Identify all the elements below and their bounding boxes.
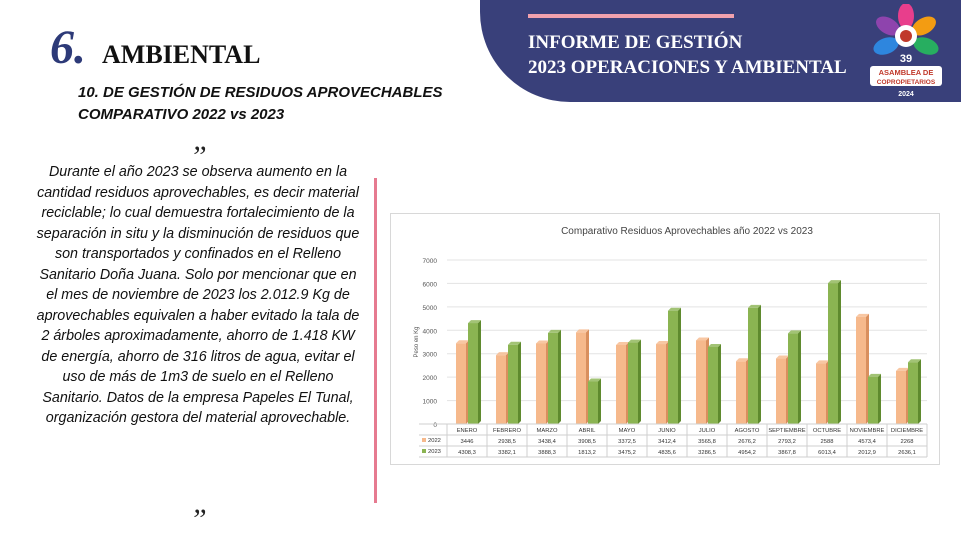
bar-2022 [496,355,506,424]
y-tick-label: 2000 [422,375,437,383]
report-title-line1: INFORME DE GESTIÓN [528,32,743,53]
bar-side-2023 [838,280,841,424]
logo-line1: ASAMBLEA DE [878,68,934,77]
data-label-2023: 4954,2 [738,450,756,456]
data-label-2023: 2012,9 [858,450,876,456]
bar-2023 [908,362,918,424]
report-title [528,30,847,80]
bar-2023 [828,283,838,424]
y-tick-label: 6000 [422,281,437,289]
logo-year: 2024 [898,91,914,98]
logo-line2: COPROPIETARIOS [876,79,936,86]
data-label-2022: 3412,4 [658,439,676,445]
data-label-2023: 4835,6 [658,450,676,456]
data-label-2022: 4573,4 [858,439,876,445]
chart-svg [391,214,939,464]
bar-2022 [816,363,826,424]
bar-side-2023 [758,305,761,424]
report-title-line2: 2023 OPERACIONES Y AMBIENTAL [528,57,847,78]
legend-label-2022: 2022 [428,438,441,444]
bar-2022 [776,359,786,424]
x-category-label: MAYO [618,428,636,434]
x-category-label: JUNIO [658,428,676,434]
legend-swatch-2023 [422,449,426,453]
section-number: 6. [50,21,86,74]
bar-2022 [656,344,666,424]
x-category-label: ABRIL [578,428,596,434]
x-category-label: JULIO [698,428,716,434]
data-label-2022: 3565,8 [698,439,716,445]
quote-close-mark: ” [190,503,207,536]
bar-2022 [576,332,586,424]
x-category-label: ENERO [456,428,478,434]
y-tick-label: 7000 [422,258,437,265]
bar-2022 [896,371,906,424]
data-label-2023: 3286,5 [698,450,716,456]
y-tick-label: 3000 [422,351,437,359]
bar-side-2023 [598,379,601,424]
section-subtitle [78,82,443,126]
data-label-2022: 3372,5 [618,439,636,445]
bar-side-2023 [558,330,561,424]
section-title: AMBIENTAL [102,40,261,69]
bar-side-2023 [878,374,881,424]
data-label-2023: 4308,3 [458,450,476,456]
data-label-2022: 2268 [900,439,914,445]
y-axis-label: Peso en Kg [414,326,420,358]
data-label-2023: 6013,4 [818,450,836,456]
waste-comparison-chart [390,213,940,465]
y-tick-label: 0 [433,422,437,429]
bar-2022 [536,343,546,424]
bar-2023 [668,311,678,424]
bar-side-2023 [798,330,801,424]
data-label-2022: 2793,2 [778,439,796,445]
x-category-label: MARZO [536,428,558,434]
legend-label-2023: 2023 [428,449,441,455]
y-tick-label: 5000 [422,304,437,312]
bar-2023 [588,382,598,424]
x-category-label: AGOSTO [734,428,760,434]
bar-2023 [748,308,758,424]
quote-open-mark: ” [190,140,207,173]
data-label-2023: 3888,3 [538,450,556,456]
bar-2022 [616,345,626,424]
data-label-2023: 3475,2 [618,450,636,456]
subtitle-line1: 10. DE GESTIÓN DE RESIDUOS APROVECHABLES [78,84,443,101]
bar-2022 [696,340,706,424]
quote-text: Durante el año 2023 se observa aumento en la cantidad residuos aprovechables, es decir material reciclable; lo cual demuestra fortalecimiento de la separación in situ y la disminución de residuos que son transportados y confinados en el Relleno Sanitario Doña Juana. Solo por mencionar que en el mes de noviembre de 2023 los 2.012.9 Kg de aprovechables equivalen a haber evitado la tala de 2 árboles aproximadamente, ahorro de 1.418 KW de energía, ahorro de 316 litros de agua, evitar el uso de más de 1m3 de suelo en el Relleno Sanitario. Datos de la empresa Papeles El Tunal, organización gestora del material aprovechable. [36,164,360,426]
data-label-2023: 3867,8 [778,450,796,456]
bar-2023 [708,347,718,424]
data-label-2023: 1813,2 [578,450,596,456]
bar-2023 [628,343,638,424]
bar-2023 [868,377,878,424]
bar-side-2023 [478,320,481,424]
vertical-divider [374,178,377,503]
bar-side-2023 [518,342,521,424]
chart-title: Comparativo Residuos Aprovechables año 2022 vs 2023 [561,226,813,237]
bar-side-2023 [638,340,641,424]
logo-number: 39 [899,53,913,65]
data-label-2022: 2588 [820,439,834,445]
bar-side-2023 [918,359,921,424]
bar-2023 [468,323,478,424]
bar-side-2023 [718,344,721,424]
assembly-logo [866,4,946,100]
x-category-label: DICIEMBRE [890,428,924,434]
data-label-2022: 2676,2 [738,439,756,445]
x-category-label: NOVIEMBRE [849,428,885,434]
x-category-label: OCTUBRE [812,428,842,434]
bar-side-2023 [678,308,681,424]
data-label-2023: 2636,1 [898,450,916,456]
data-label-2022: 3446 [460,439,474,445]
data-label-2022: 3908,5 [578,439,596,445]
bar-2023 [788,333,798,424]
y-tick-label: 4000 [422,328,437,336]
banner-accent-line [528,14,734,18]
data-label-2022: 2938,5 [498,439,516,445]
subtitle-line2: COMPARATIVO 2022 vs 2023 [78,106,285,123]
x-category-label: SEPTIEMBRE [768,428,806,434]
bar-2022 [736,361,746,424]
bar-2022 [856,317,866,424]
x-category-label: FEBRERO [492,428,522,434]
bar-2022 [456,343,466,424]
data-label-2023: 3382,1 [498,450,516,456]
y-tick-label: 1000 [422,398,437,406]
bar-2023 [548,333,558,424]
legend-swatch-2022 [422,438,426,442]
bar-2023 [508,345,518,424]
flower-logo-icon [871,4,941,58]
data-label-2022: 3438,4 [538,439,556,445]
